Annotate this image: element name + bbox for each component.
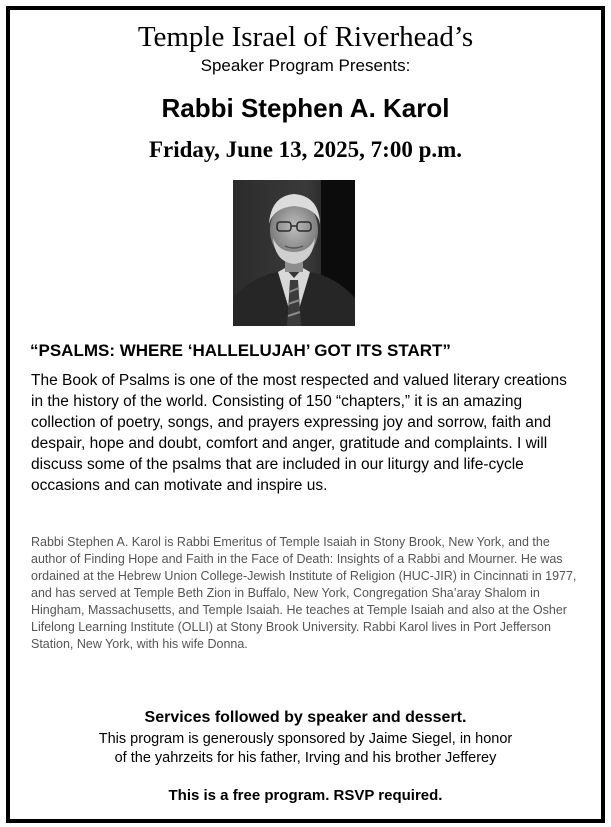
speaker-name: Rabbi Stephen A. Karol — [161, 93, 450, 123]
program-subtitle: Speaker Program Presents: — [200, 56, 411, 75]
sponsor-line-2: of the yahrzeits for his father, Irving and his brother Jefferey — [114, 750, 497, 766]
flyer-border — [6, 6, 605, 823]
speaker-bio: Rabbi Stephen A. Karol is Rabbi Emeritus of Temple Isaiah in Stony Brook, New York, and the author of Finding Hope and Faith in the Face of Death: Insights of a Rabbi and Mourner. He was ordained at the Hebrew Union College-Jewish Institute of Religion (HUC-JIR) in Cincinnati in 1977, and has served at Temple Beth Zion in Buffalo, New York, Congregation Sha’aray Shalom in Hingham, Massachusetts, and Temple Isaiah. He teaches at Temple Isaiah and also at the Osher Lifelong Learning Institute (OLLI) at Stony Brook University. Rabbi Karol lives in Port Jefferson Station, New York, with his wife Donna. — [31, 535, 577, 651]
flyer-content — [20, 20, 591, 809]
talk-title: “PSALMS: WHERE ‘HALLELUJAH’ GOT ITS START” — [30, 341, 451, 360]
speaker-portrait-image — [233, 180, 355, 326]
sponsor-note — [20, 730, 591, 768]
speaker-photo — [233, 180, 355, 326]
services-note: Services followed by speaker and dessert. — [144, 709, 467, 726]
talk-abstract: The Book of Psalms is one of the most respected and valued literary creations in the history of the world. Consisting of 150 “chapters,” it is an amazing collection of poetry, songs, and prayers expressing joy and sorrow, faith and despair, hope and doubt, comfort and anger, gratitude and complaints. I will discuss some of the psalms that are included in our liturgy and life-cycle occasions and can motivate and inspire us. — [31, 372, 567, 494]
free-program-note: This is a free program. RSVP required. — [168, 787, 443, 804]
organization-title: Temple Israel of Riverhead’s — [137, 21, 474, 53]
event-date: Friday, June 13, 2025, 7:00 p.m. — [148, 137, 463, 162]
sponsor-line-1: This program is generously sponsored by Jaime Siegel, in honor — [98, 731, 513, 747]
